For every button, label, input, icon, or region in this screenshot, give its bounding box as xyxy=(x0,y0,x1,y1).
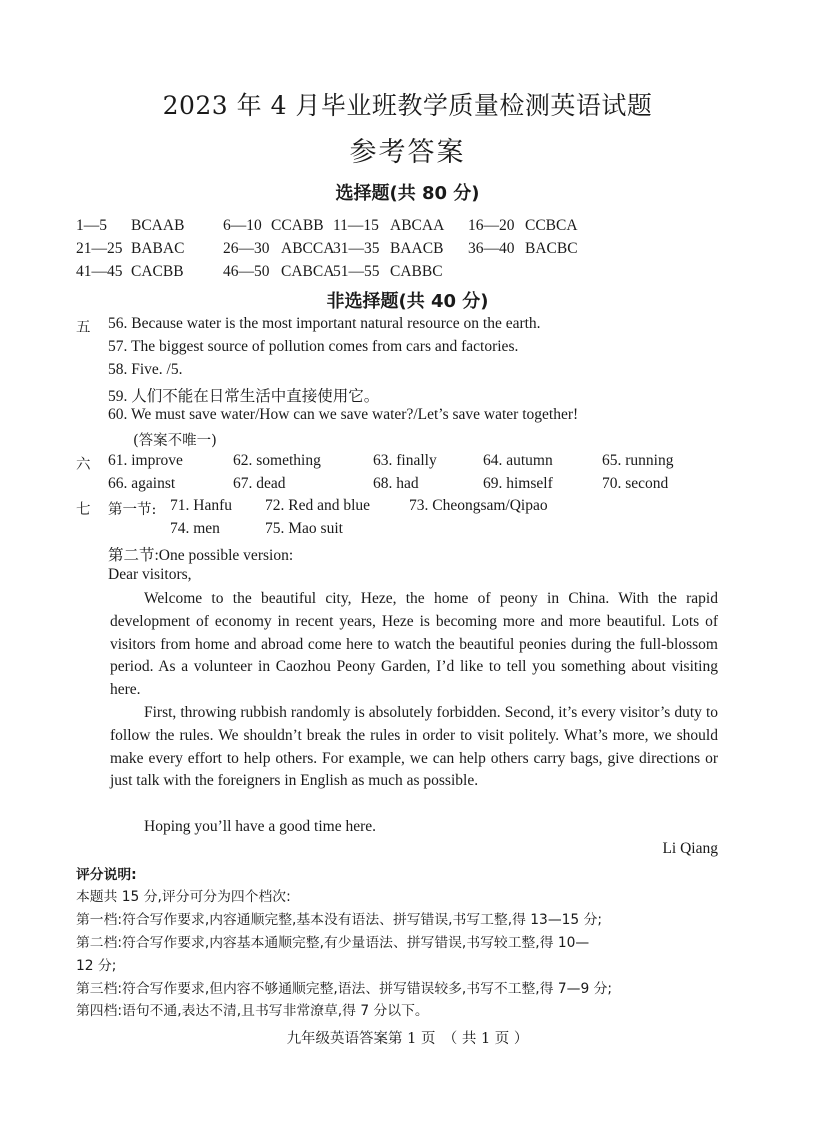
letter-paragraph-2 xyxy=(110,702,718,793)
answer-key: BAACB xyxy=(390,240,444,257)
grading-level-1: 第一档:符合写作要求,内容通顺完整,基本没有语法、拼写错误,书写工整,得 13—15 分; xyxy=(76,912,603,928)
answer-range: 11—15 xyxy=(333,217,379,234)
section2-label: 第二节:One possible version: xyxy=(108,547,294,564)
grading-intro: 本题共 15 分,评分可分为四个档次: xyxy=(76,889,291,905)
answer-range: 51—55 xyxy=(333,263,380,280)
answer-58: 58. Five. /5. xyxy=(108,361,183,378)
letter-salutation: Dear visitors, xyxy=(108,566,192,583)
letter-paragraph-3 xyxy=(110,816,718,839)
nonchoice-section-heading: 非选择题(共 40 分) xyxy=(326,291,489,312)
answer-word: 68. had xyxy=(373,475,419,492)
answer-key: CABBC xyxy=(390,263,443,280)
grading-level-4: 第四档:语句不通,表达不清,且书写非常潦草,得 7 分以下。 xyxy=(76,1003,429,1019)
section1-label: 第一节: xyxy=(108,502,157,518)
answer-73: 73. Cheongsam/Qipao xyxy=(409,497,548,514)
answer-word: 70. second xyxy=(602,475,669,492)
answer-72: 72. Red and blue xyxy=(265,497,371,514)
answer-range: 21—25 xyxy=(76,240,123,257)
paragraph-text: First, throwing rubbish randomly is absolutely forbidden. Second, it’s every visitor’s duty to follow the rules. We shouldn’t break the rules in order to visit politely. What’s more, we should make every effort to help others. For example, we can help others carry bags, give directions or just talk with the foreigners in English as much as possible. xyxy=(110,704,718,790)
answer-range: 46—50 xyxy=(223,263,270,280)
answer-56: 56. Because water is the most important natural resource on the earth. xyxy=(108,315,541,332)
answer-word: 61. improve xyxy=(108,452,183,469)
part-label: 七 xyxy=(76,502,91,518)
answer-word: 69. himself xyxy=(483,475,553,492)
answer-word: 63. finally xyxy=(373,452,437,469)
answer-75: 75. Mao suit xyxy=(265,520,343,537)
document-subtitle: 参考答案 xyxy=(349,137,466,168)
answer-key: BABAC xyxy=(131,240,185,257)
part-label: 五 xyxy=(76,320,91,336)
letter-signature: Li Qiang xyxy=(662,840,718,857)
answer-57: 57. The biggest source of pollution comes from cars and factories. xyxy=(108,338,519,355)
answer-key: ABCCA xyxy=(281,240,335,257)
answer-key: CCBCA xyxy=(525,217,578,234)
grading-level-2-cont: 12 分; xyxy=(76,958,117,974)
answer-range: 41—45 xyxy=(76,263,123,280)
answer-range: 36—40 xyxy=(468,240,515,257)
answer-word: 67. dead xyxy=(233,475,286,492)
answer-word: 64. autumn xyxy=(483,452,553,469)
page-footer: 九年级英语答案第 1 页 （ 共 1 页 ） xyxy=(286,1031,529,1047)
document-title: 2023 年 4 月毕业班教学质量检测英语试题 xyxy=(162,91,653,120)
answer-key: BCAAB xyxy=(131,217,185,234)
answer-range: 16—20 xyxy=(468,217,515,234)
answer-71: 71. Hanfu xyxy=(170,497,232,514)
answer-range: 6—10 xyxy=(223,217,262,234)
answer-word: 62. something xyxy=(233,452,321,469)
answer-59: 59. 人们不能在日常生活中直接使用它。 xyxy=(108,388,380,405)
paragraph-text: Hoping you’ll have a good time here. xyxy=(144,818,377,835)
paragraph-text: Welcome to the beautiful city, Heze, the home of peony in China. With the rapid development of economy in recent years, Heze is becoming more and more beautiful. Lots of visitors from home and abroad come here to watch the beautiful peonies during the full-blossom period. As a volunteer in Caozhou Peony Garden, I’d like to tell you something about visiting here. xyxy=(110,590,718,699)
answer-note: (答案不唯一) xyxy=(133,433,217,449)
answer-range: 1—5 xyxy=(76,217,107,234)
answer-key: CCABB xyxy=(271,217,324,234)
answer-key: CABCA xyxy=(281,263,335,280)
choice-section-heading: 选择题(共 80 分) xyxy=(335,183,480,204)
answer-range: 26—30 xyxy=(223,240,270,257)
answer-word: 65. running xyxy=(602,452,674,469)
answer-key: ABCAA xyxy=(390,217,445,234)
answer-key: CACBB xyxy=(131,263,184,280)
answer-word: 66. against xyxy=(108,475,176,492)
grading-level-2: 第二档:符合写作要求,内容基本通顺完整,有少量语法、拼写错误,书写较工整,得 10— xyxy=(76,935,590,951)
grading-level-3: 第三档:符合写作要求,但内容不够通顺完整,语法、拼写错误较多,书写不工整,得 7—9 分; xyxy=(76,981,613,997)
answer-key: BACBC xyxy=(525,240,578,257)
letter-paragraph-1 xyxy=(110,588,718,702)
part-label: 六 xyxy=(76,457,91,473)
answer-74: 74. men xyxy=(170,520,220,537)
grading-heading: 评分说明: xyxy=(76,867,137,883)
answer-60: 60. We must save water/How can we save water?/Let’s save water together! xyxy=(108,406,579,423)
answer-range: 31—35 xyxy=(333,240,380,257)
